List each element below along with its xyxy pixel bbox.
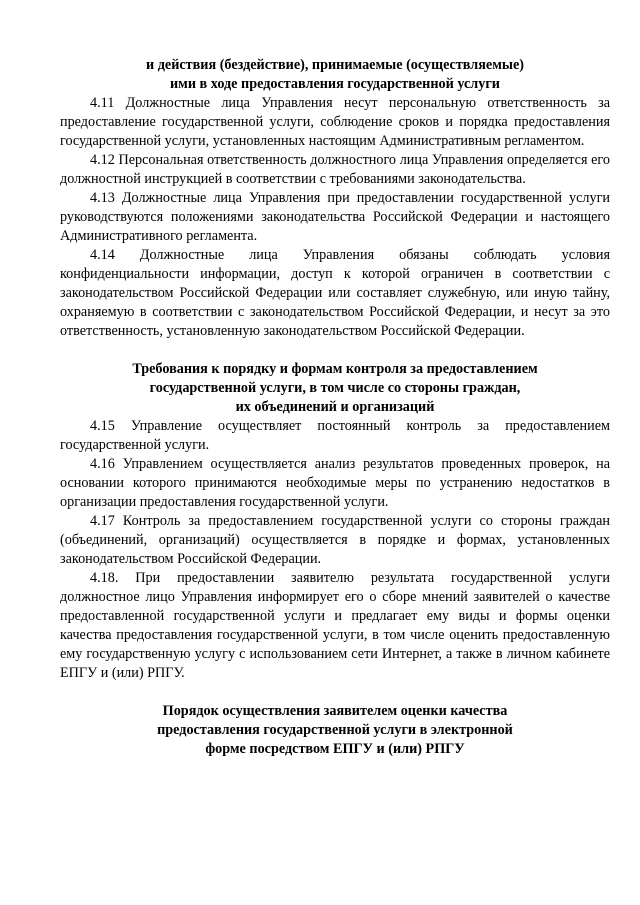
paragraph-4-14: 4.14 Должностные лица Управления обязаны соблюдать условия конфиденциальности информации, доступ к которой ограничен в соответствии с законодательством Российской Федерации или составляет служебную, или иную тайну, охраняемую в соответствии с законодательством Российской Федерации, и несут за это ответственность, установленную законодательством Российской Федерации. (60, 247, 610, 339)
paragraph-4-12: 4.12 Персональная ответственность должностного лица Управления определяется его должностной инструкцией в соответствии с требованиями законодательства. (60, 152, 610, 187)
section-heading (60, 56, 610, 94)
section-heading (60, 702, 610, 759)
paragraph-4-11: 4.11 Должностные лица Управления несут персональную ответственность за предоставление государственной услуги, соблюдение сроков и порядка предоставления государственной услуги, установленных настоящим Административным регламентом. (60, 95, 610, 149)
paragraph-4-17: 4.17 Контроль за предоставлением государственной услуги со стороны граждан (объединений, организаций) осуществляется в порядке и формах, установленных законодательством Российской Федерации. (60, 513, 610, 567)
heading-line: государственной услуги, в том числе со стороны граждан, (149, 380, 521, 396)
paragraph-4-13: 4.13 Должностные лица Управления при предоставлении государственной услуги руководствуются положениями законодательства Российской Федерации и настоящего Административного регламента. (60, 190, 610, 244)
document-page (60, 56, 610, 759)
paragraph-4-18: 4.18. При предоставлении заявителю результата государственной услуги должностное лицо Управления информирует его о сборе мнений заявителей о качестве предоставленной государственной услуги и предлагает ему виды и формы оценки качества предоставления государственной услуги, в том числе оценить предоставленную ему государственную услугу с использованием сети Интернет, а также в личном кабинете ЕПГУ и (или) РПГУ. (60, 570, 610, 681)
spacer (60, 683, 610, 702)
heading-line: предоставления государственной услуги в электронной (157, 722, 513, 738)
section-heading (60, 360, 610, 417)
paragraph-4-16: 4.16 Управлением осуществляется анализ результатов проведенных проверок, на основании которого принимаются необходимые меры по устранению недостатков в организации предоставления государственной услуги. (60, 456, 610, 510)
heading-line: ими в ходе предоставления государственной услуги (170, 76, 500, 92)
paragraph-4-15: 4.15 Управление осуществляет постоянный контроль за предоставлением государственной услуги. (60, 418, 610, 453)
heading-line: и действия (бездействие), принимаемые (осуществляемые) (146, 57, 524, 73)
spacer (60, 341, 610, 360)
heading-line: их объединений и организаций (235, 399, 435, 415)
heading-line: Порядок осуществления заявителем оценки качества (162, 703, 508, 719)
heading-line: Требования к порядку и формам контроля за предоставлением (132, 361, 538, 377)
heading-line: форме посредством ЕПГУ и (или) РПГУ (205, 741, 465, 757)
